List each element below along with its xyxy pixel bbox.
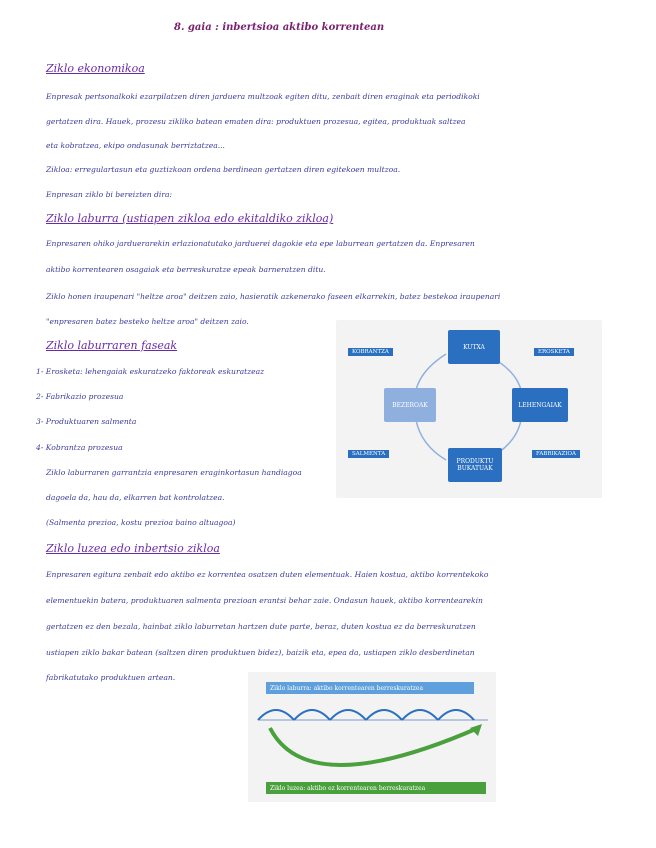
ziklo-laburra-bar: Ziklo laburra: aktibo korrentearen berreskuratzea [266,682,474,694]
produktu-bukatuak-box: PRODUKTU BUKATUAK [448,448,502,482]
phase-item: 4- Kobrantza prozesua [36,443,123,452]
paragraph-line: Enpresan ziklo bi bereizten dira: [46,190,173,199]
kutxa-box: KUTXA [448,330,500,364]
bezeroak-box: BEZEROAK [384,388,436,422]
short-loop [402,710,438,720]
paragraph-line: ustiapen ziklo bakar batean (saltzen diren produktuen bidez), baizik eta, epea da, ustiapen ziklo desberdinetan [46,648,475,657]
erosketa-label: EROSKETA [534,348,574,356]
paragraph-line: dagoela da, hau da, elkarren bat kontrolatzea. [46,493,225,502]
paragraph-line: "enpresaren batez besteko heltze aroa" deitzen zaio. [46,317,249,326]
ziklo-luzea-bar: Ziklo luzea: aktibo ez korrentearen berreskuratzea [266,782,486,794]
paragraph-line: gertatzen dira. Hauek, prozesu zikliko batean ematen dira: produktuen prozesua, egitea, produktuak saltzea [46,117,466,126]
paragraph-line: Enpresak pertsonalkoki ezarpilatzen diren jarduera multzoak egiten ditu, zenbait diren eraginak eta periodikoki [46,92,480,101]
lehengaiak-box: LEHENGAIAK [512,388,568,422]
long-arc [270,728,478,765]
heading-ziklo-laburraren-faseak: Ziklo laburraren faseak [46,339,178,352]
phase-item: 1- Erosketa: lehengaiak eskuratzeko faktoreak eskuratzeaz [36,367,265,376]
paragraph-line: Enpresaren ohiko jarduerarekin erlazionatutako jarduerei dagokie eta epe laburrean gertatzen da. Enpresaren [46,239,475,248]
short-loop [330,710,366,720]
short-loop [366,710,402,720]
paragraph-line: gertatzen ez den bezala, hainbat ziklo laburretan hartzen dute parte, beraz, duten kostua ez da berreskuratzen [46,622,476,631]
zikloa-definition: Zikloa: erregulartasun eta guztizkoan ordena berdinean gertatzen diren egitekoen multzoa. [46,165,401,174]
ustiapen-ziklo-diagram [336,320,602,498]
heading-ziklo-laburra: Ziklo laburra (ustiapen zikloa edo ekitaldiko zikloa) [46,212,334,225]
page-title: 8. gaia : inbertsioa aktibo korrentean [174,22,385,33]
phase-item: 3- Produktuaren salmenta [36,417,137,426]
fabrikazioa-label: FABRIKAZIOA [532,450,580,458]
heading-ziklo-luzea: Ziklo luzea edo inbertsio zikloa [46,542,220,555]
paragraph-line: Enpresaren egitura zenbait edo aktibo ez korrentea osatzen duten elementuak. Haien kostua, aktibo korrentekoko [46,570,489,579]
paragraph-line: fabrikatutako produktuen artean. [46,673,176,682]
arrow-produktu-bezeroak [416,420,446,460]
paragraph-line: elementuekin batera, produktuaren salmenta prezioan erantsi behar zaie. Ondasun hauek, aktibo korrentearekin [46,596,483,605]
phase-item: 2- Fabrikazio prozesua [36,392,124,401]
short-loop [294,710,330,720]
salmenta-label: SALMENTA [348,450,389,458]
paragraph-line: aktibo korrentearen osagaiak eta berreskuratze epeak barneratzen ditu. [46,265,326,274]
arrow-bezeroak-kutxa [416,354,446,390]
heading-ziklo-ekonomikoa: Ziklo ekonomikoa [46,62,145,75]
paragraph-line: (Salmenta prezioa, kostu prezioa baino altuagoa) [46,518,236,527]
short-loop [438,710,474,720]
paragraph-line: eta kobratzea, ekipo ondasunak berriztatzea... [46,141,225,150]
short-loop [258,710,294,720]
paragraph-line: Ziklo laburraren garrantzia enpresaren eraginkortasun handiagoa [46,468,302,477]
paragraph-line: Ziklo honen iraupenari "heltze aroa" deitzen zaio, hasieratik azkenerako faseen elkarrekin, batez bestekoa iraupenari [46,292,501,301]
ziklo-labur-luze-diagram [248,672,496,802]
kobrantza-label: KOBRANTZA [348,348,393,356]
